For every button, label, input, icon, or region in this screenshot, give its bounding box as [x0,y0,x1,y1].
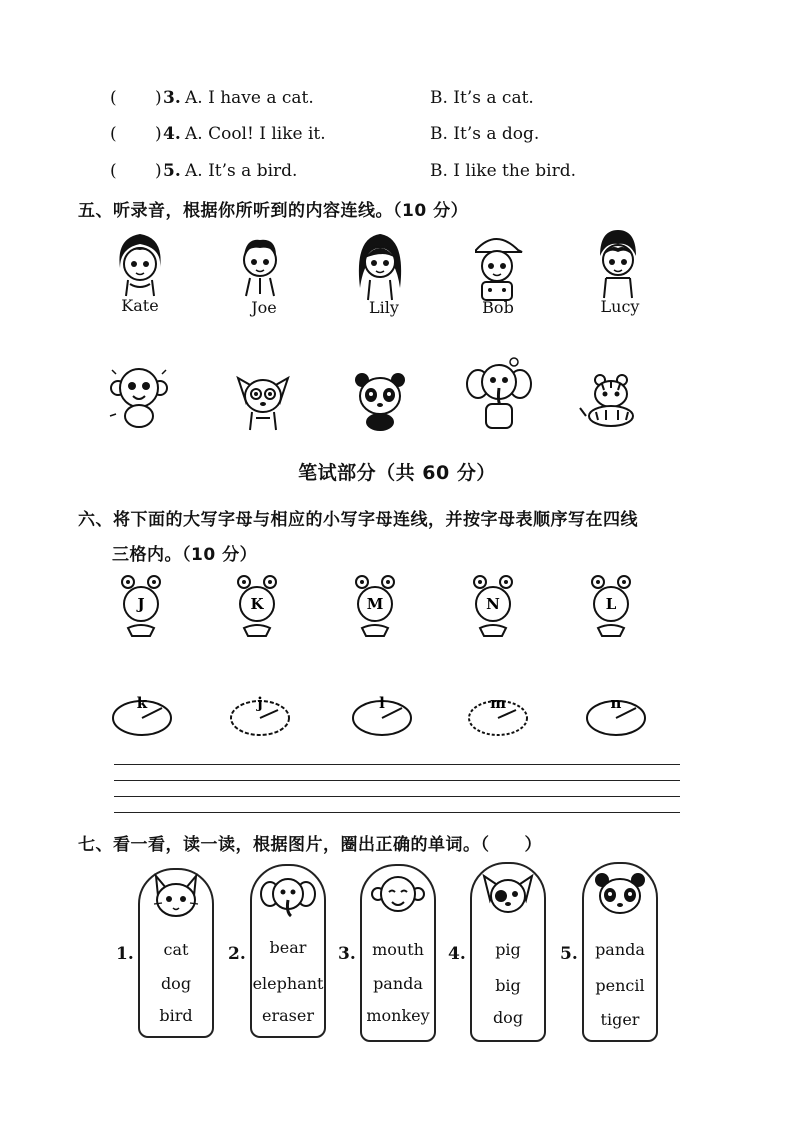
option-b: B. It’s a cat. [430,88,534,108]
cat-icon [148,872,204,926]
lowercase-letter: n [610,694,622,712]
word-card-3 [360,864,436,1042]
option-b: B. It’s a dog. [430,124,540,144]
frog-letter-m[interactable] [350,574,400,642]
word-option[interactable]: elephant [252,974,324,993]
answer-paren-close: ) [155,124,162,144]
word-card-4 [470,862,546,1042]
answer-paren-open[interactable]: ( [110,124,117,144]
option-b: B. I like the bird. [430,161,577,181]
panda-icon [350,370,410,432]
lowercase-letter: l [379,694,385,712]
question-number: 3. [163,88,181,108]
section-5-title: 五、听录音，根据你所听到的内容连线。（10 分） [78,201,469,221]
answer-paren-close: ) [155,88,162,108]
written-part-header: 笔试部分（共 60 分） [298,462,496,484]
card-number: 2. [228,944,246,964]
tiger-icon [578,372,644,430]
lowercase-letter: k [136,694,148,712]
word-option[interactable]: pencil [595,976,645,995]
uppercase-letter: L [605,595,617,613]
card-number: 3. [338,944,356,964]
name-lily: Lily [369,298,399,317]
lilypad-letter-m[interactable] [466,690,530,742]
panda-icon [590,868,650,926]
monkey-icon [370,870,426,926]
boy-bob-icon [468,228,526,302]
lowercase-letter: j [257,694,263,712]
answer-paren-open[interactable]: ( [110,88,117,108]
name-joe: Joe [251,298,277,317]
section-6-title: 六、将下面的大写字母与相应的小写字母连线，并按字母表顺序写在四线 [78,510,638,530]
option-a: A. Cool! I like it. [185,124,326,144]
lilypad-letter-j[interactable] [228,690,292,742]
elephant-icon [260,870,316,926]
word-option[interactable]: big [495,976,521,995]
card-number: 4. [448,944,466,964]
question-number: 5. [163,161,181,181]
dog-icon [232,368,294,432]
word-option[interactable]: monkey [366,1006,430,1025]
card-number: 5. [560,944,578,964]
elephant-icon [466,356,532,432]
boy-joe-icon [232,228,288,298]
lilypad-letter-k[interactable] [110,690,174,742]
option-a: A. I have a cat. [185,88,314,108]
uppercase-letter: N [486,595,500,613]
grid-line-3 [114,796,680,797]
dog-icon [480,868,536,926]
lilypad-letter-l[interactable] [350,690,414,742]
word-card-1 [138,868,214,1038]
uppercase-letter: K [250,595,264,613]
word-option[interactable]: mouth [372,940,424,959]
lilypad-letter-n[interactable] [584,690,648,742]
uppercase-letter: M [366,595,384,613]
grid-line-2 [114,780,680,781]
question-number: 4. [163,124,181,144]
name-bob: Bob [482,298,514,317]
girl-kate-icon [112,228,168,298]
word-card-5 [582,862,658,1042]
girl-lucy-icon [590,226,646,300]
card-number: 1. [116,944,134,964]
word-option[interactable]: panda [373,974,423,993]
frog-letter-n[interactable] [468,574,518,642]
word-option[interactable]: pig [495,940,521,959]
monkey-icon [108,364,170,430]
grid-line-4 [114,812,680,813]
frog-letter-k[interactable] [232,574,282,642]
name-kate: Kate [121,296,159,315]
word-option[interactable]: bear [269,938,307,957]
word-option[interactable]: panda [595,940,645,959]
word-option[interactable]: bird [159,1006,193,1025]
word-option[interactable]: tiger [600,1010,640,1029]
grid-line-1 [114,764,680,765]
word-option[interactable]: dog [492,1008,524,1027]
frog-letter-j[interactable] [116,574,166,642]
uppercase-letter: J [137,595,145,613]
word-option[interactable]: eraser [262,1006,314,1025]
answer-paren-close: ) [155,161,162,181]
name-lucy: Lucy [600,297,640,316]
girl-lily-icon [352,228,408,302]
section-6-title-cont: 三格内。（10 分） [112,545,258,565]
option-a: A. It’s a bird. [185,161,298,181]
lowercase-letter: m [490,694,506,712]
frog-letter-l[interactable] [586,574,636,642]
section-7-title: 七、看一看，读一读，根据图片，圈出正确的单词。（ ） [78,835,542,855]
word-option[interactable]: dog [160,974,192,993]
answer-paren-open[interactable]: ( [110,161,117,181]
word-option[interactable]: cat [163,940,189,959]
word-card-2 [250,864,326,1038]
